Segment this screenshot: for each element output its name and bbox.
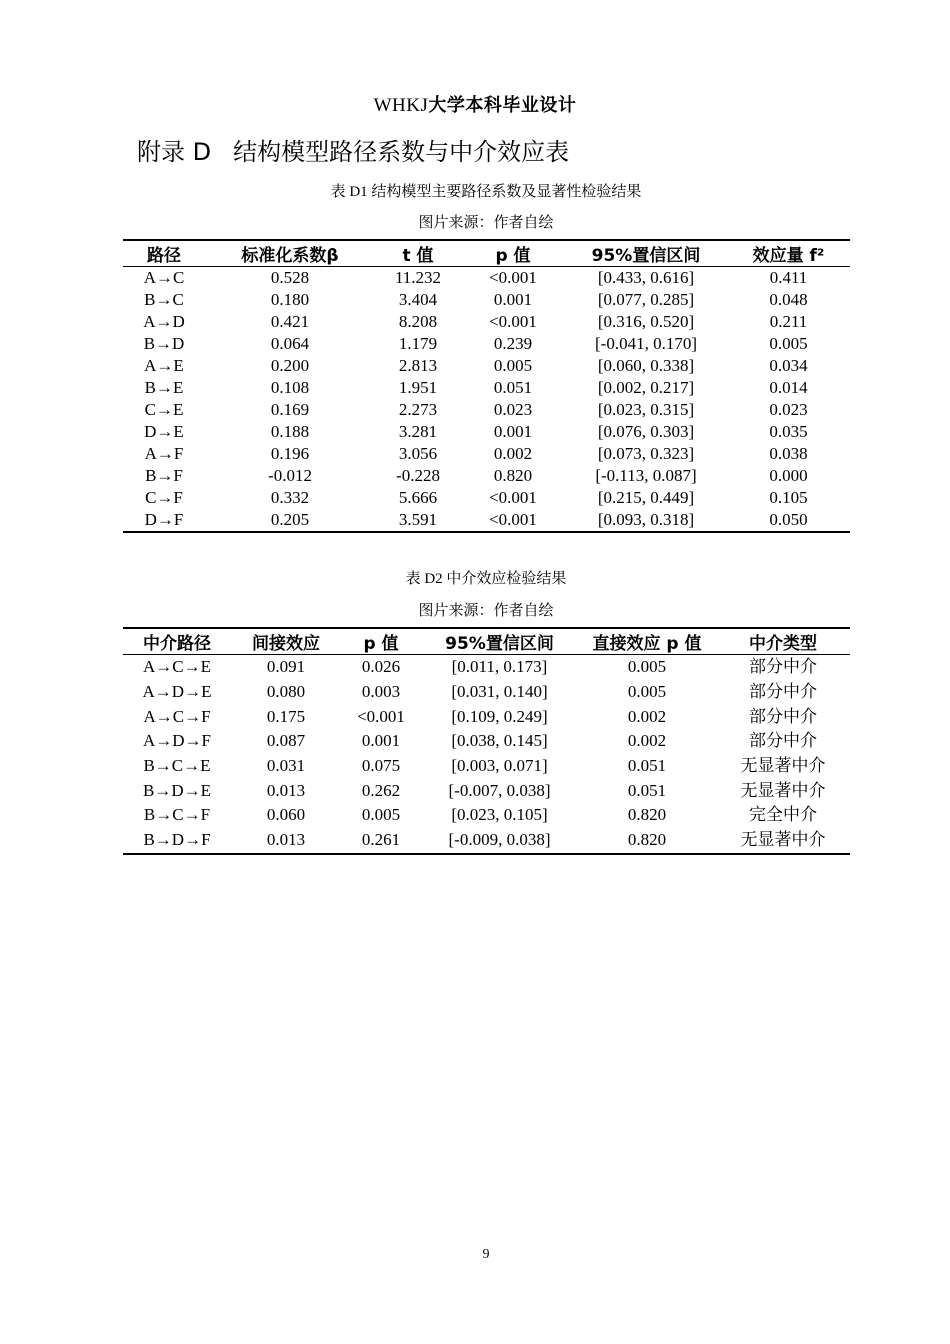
table-cell: [-0.041, 0.170] — [595, 334, 697, 353]
table-cell: 0.034 — [769, 356, 808, 375]
column-header: 中介类型 — [716, 628, 850, 655]
table1-source: 图片来源：作者自绘 — [418, 215, 554, 231]
table-row — [123, 311, 850, 333]
table-cell: B→C→F — [143, 805, 211, 825]
table-cell: B→D — [143, 334, 185, 353]
table-cell: 0.026 — [361, 657, 401, 677]
table-cell: -0.228 — [396, 466, 440, 485]
table-cell: [0.011, 0.173] — [451, 657, 548, 677]
table-cell: 0.820 — [493, 466, 533, 485]
appendix-label: 附录 D — [137, 138, 212, 166]
table-cell: 完全中介 — [749, 805, 817, 826]
header-chinese: 大学本科毕业设计 — [428, 95, 577, 116]
table-cell: 3.591 — [398, 510, 438, 529]
table-cell: [0.060, 0.338] — [597, 356, 695, 375]
table-cell: 0.080 — [266, 682, 306, 702]
column-header: p 值 — [461, 240, 565, 267]
table-cell: A→E — [144, 356, 184, 375]
table-cell: B→C→E — [143, 756, 211, 776]
table-row — [123, 377, 850, 399]
table-cell: 部分中介 — [749, 706, 817, 727]
table-cell: 1.179 — [398, 334, 438, 353]
table-cell: A→C — [143, 268, 185, 287]
table-row — [123, 729, 850, 754]
table-cell: 0.200 — [270, 356, 310, 375]
table-cell: 无显著中介 — [740, 780, 826, 801]
page-number: 9 — [482, 1247, 490, 1262]
table-cell: 无显著中介 — [740, 756, 826, 777]
table-cell: B→C — [144, 290, 184, 309]
table2-header — [123, 628, 850, 655]
table-cell: D→E — [144, 422, 184, 441]
table-cell: 1.951 — [398, 378, 438, 397]
table-cell: 0.001 — [361, 731, 401, 751]
table2-body — [123, 655, 850, 854]
table1-header — [123, 240, 850, 267]
table-cell: 0.001 — [493, 290, 533, 309]
table-cell: 0.820 — [627, 805, 667, 825]
table-cell: [0.316, 0.520] — [597, 312, 695, 331]
table-cell: D→F — [144, 510, 184, 529]
table-cell: 0.332 — [270, 488, 310, 507]
table-row — [123, 355, 850, 377]
column-header: 95%置信区间 — [421, 628, 578, 655]
column-header: 间接效应 — [231, 628, 341, 655]
table-row — [123, 828, 850, 854]
table-cell: B→F — [145, 466, 183, 485]
page-header — [0, 94, 950, 118]
table-cell: A→C→F — [143, 706, 211, 726]
table-row — [123, 680, 850, 705]
table-cell: 0.031 — [266, 756, 306, 776]
table-cell: 无显著中介 — [740, 830, 826, 851]
table-row — [123, 487, 850, 509]
appendix-title — [137, 136, 569, 168]
table-cell: 0.001 — [493, 422, 533, 441]
table-cell: 0.002 — [627, 706, 667, 726]
column-header: 中介路径 — [123, 628, 231, 655]
table-row — [123, 267, 850, 290]
column-header: 95%置信区间 — [565, 240, 727, 267]
table-cell: 0.087 — [266, 731, 306, 751]
table-row — [123, 778, 850, 803]
table-cell: 0.051 — [627, 756, 667, 776]
table-cell: 0.051 — [493, 378, 533, 397]
table-cell: [-0.113, 0.087] — [595, 466, 697, 485]
table-cell: 0.013 — [266, 780, 306, 800]
table-cell: <0.001 — [357, 706, 405, 726]
table-cell: 0.005 — [769, 334, 808, 353]
column-header: 效应量 f² — [727, 240, 850, 267]
table-cell: 3.281 — [398, 422, 438, 441]
table-cell: 0.175 — [266, 706, 306, 726]
table-cell: [0.215, 0.449] — [597, 488, 695, 507]
table-cell: 0.205 — [270, 510, 310, 529]
table-row — [123, 421, 850, 443]
table-cell: 3.056 — [398, 444, 438, 463]
table-cell: 0.005 — [361, 805, 401, 825]
table-cell: 0.013 — [266, 830, 306, 850]
table-cell: 0.108 — [270, 378, 310, 397]
table2-header-row — [123, 628, 850, 655]
table-cell: 0.023 — [493, 400, 533, 419]
table-row — [123, 754, 850, 779]
table-row — [123, 704, 850, 729]
table-cell: 5.666 — [398, 488, 438, 507]
path-coefficient-table — [123, 239, 850, 533]
table1-header-row — [123, 240, 850, 267]
table-cell: A→D→E — [142, 682, 212, 702]
table-cell: 部分中介 — [749, 657, 817, 678]
table-cell: 0.180 — [270, 290, 310, 309]
table-cell: <0.001 — [489, 312, 537, 331]
table-cell: -0.012 — [268, 466, 312, 485]
table-cell: 0.064 — [270, 334, 310, 353]
table-cell: 部分中介 — [749, 731, 817, 752]
table-row — [123, 655, 850, 680]
table-cell: 0.014 — [769, 378, 808, 397]
table-cell: [0.109, 0.249] — [451, 706, 548, 726]
table-row — [123, 465, 850, 487]
table-cell: [0.031, 0.140] — [451, 682, 548, 702]
table-cell: C→F — [145, 488, 183, 507]
table1-caption: 表 D1 结构模型主要路径系数及显著性检验结果 — [330, 184, 642, 200]
table-cell: A→D→F — [142, 731, 211, 751]
appendix-heading: 结构模型路径系数与中介效应表 — [233, 138, 570, 166]
table-cell: <0.001 — [489, 510, 537, 529]
table-cell: B→E — [144, 378, 184, 397]
table-row — [123, 399, 850, 421]
column-header: 直接效应 p 值 — [578, 628, 716, 655]
table-cell: 0.261 — [361, 830, 401, 850]
table-cell: 0.188 — [270, 422, 310, 441]
table-cell: 3.404 — [398, 290, 438, 309]
table-cell: 0.002 — [493, 444, 533, 463]
column-header: 标准化系数β — [205, 240, 375, 267]
table-cell: 0.048 — [769, 290, 808, 309]
table-cell: 部分中介 — [749, 682, 817, 703]
table-cell: B→D→E — [143, 780, 211, 800]
header-latin: WHKJ — [373, 95, 429, 116]
table-cell: [-0.007, 0.038] — [448, 780, 551, 800]
table-cell: 0.003 — [361, 682, 401, 702]
table-cell: 11.232 — [394, 268, 442, 287]
table-cell: 0.050 — [769, 510, 808, 529]
table-cell: A→C→E — [143, 657, 211, 677]
table-row — [123, 803, 850, 828]
table-cell: C→E — [144, 400, 184, 419]
table-cell: 0.411 — [769, 268, 808, 287]
table-cell: 0.023 — [769, 400, 808, 419]
table-cell: 0.211 — [769, 312, 808, 331]
table-row — [123, 509, 850, 532]
table-cell: 8.208 — [398, 312, 438, 331]
table2-caption: 表 D2 中介效应检验结果 — [405, 571, 567, 587]
table-cell: 0.262 — [361, 780, 401, 800]
table-cell: [0.076, 0.303] — [597, 422, 695, 441]
table-cell: A→D — [143, 312, 185, 331]
table-cell: [0.002, 0.217] — [597, 378, 695, 397]
table-cell: <0.001 — [489, 488, 537, 507]
table-cell: [0.003, 0.071] — [451, 756, 548, 776]
table-cell: [0.023, 0.315] — [597, 400, 695, 419]
table-cell: 0.528 — [270, 268, 310, 287]
table-cell: 2.813 — [398, 356, 438, 375]
table-row — [123, 289, 850, 311]
table-cell: [-0.009, 0.038] — [448, 830, 551, 850]
table-cell: [0.433, 0.616] — [597, 268, 695, 287]
column-header: p 值 — [341, 628, 421, 655]
column-header: 路径 — [123, 240, 205, 267]
table-cell: 0.035 — [769, 422, 808, 441]
table-cell: 0.060 — [266, 805, 306, 825]
table-cell: 0.091 — [266, 657, 306, 677]
table-cell: 0.239 — [493, 334, 533, 353]
table-cell: 0.075 — [361, 756, 401, 776]
table-cell: [0.038, 0.145] — [451, 731, 548, 751]
table-cell: 0.820 — [627, 830, 667, 850]
table-cell: 0.005 — [627, 657, 667, 677]
table-cell: 2.273 — [398, 400, 438, 419]
table-cell: 0.005 — [627, 682, 667, 702]
table-row — [123, 333, 850, 355]
table-cell: [0.073, 0.323] — [597, 444, 695, 463]
table-cell: [0.023, 0.105] — [451, 805, 548, 825]
column-header: t 值 — [375, 240, 461, 267]
table-cell: 0.005 — [493, 356, 533, 375]
table-cell: 0.421 — [270, 312, 310, 331]
table-cell: 0.105 — [769, 488, 808, 507]
table2-source: 图片来源：作者自绘 — [418, 603, 554, 619]
table-cell: <0.001 — [489, 268, 537, 287]
table-row — [123, 443, 850, 465]
table-cell: 0.000 — [769, 466, 808, 485]
table-cell: [0.093, 0.318] — [597, 510, 695, 529]
table-cell: 0.002 — [627, 731, 667, 751]
table-cell: A→F — [144, 444, 184, 463]
table1-body — [123, 267, 850, 533]
table-cell: 0.051 — [627, 780, 667, 800]
table-cell: [0.077, 0.285] — [597, 290, 695, 309]
table-cell: 0.196 — [270, 444, 310, 463]
table-cell: 0.169 — [270, 400, 310, 419]
table-cell: 0.038 — [769, 444, 808, 463]
table-cell: B→D→F — [143, 830, 211, 850]
mediation-effect-table — [123, 627, 850, 855]
